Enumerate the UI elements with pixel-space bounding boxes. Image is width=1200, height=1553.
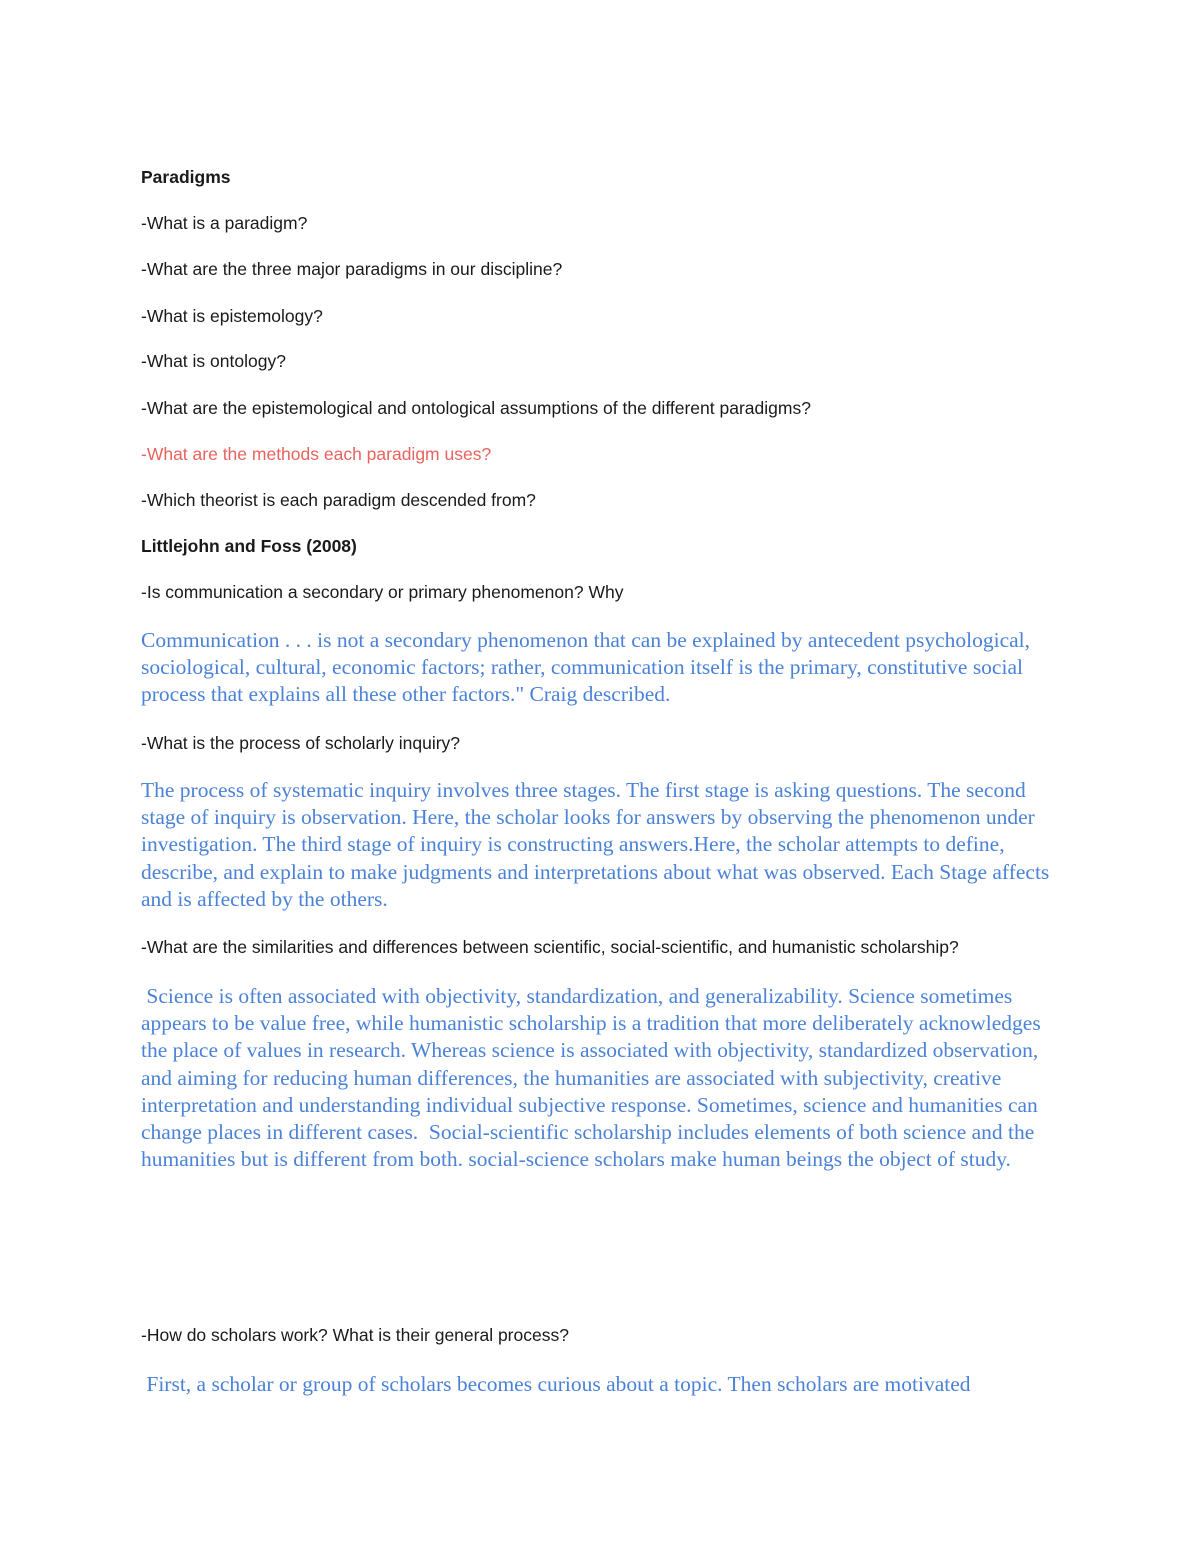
answer-scholarly-inquiry: The process of systematic inquiry involves three stages. The first stage is asking questions. The second stage of inquiry is observation. Here, the scholar looks for answers by observing the phenomenon under investigation. The third stage of inquiry is constructing answers.Here, the scholar attempts to define, describe, and explain to make judgments and interpretations about what was observed. Each Stage affects and is affected by the others. [141,778,1050,911]
answer-similarities-differences: Science is often associated with objectivity, standardization, and generalizability. Science sometimes appears to be value free, while humanistic scholarship is a tradition that more deliberately acknowledges the place of values in research. Whereas science is associated with objectivity, standardized observation, and aiming for reducing human differences, the humanities are associated with subjectivity, creative interpretation and understanding individual subjective response. Sometimes, science and humanities can change places in different cases. Social-scientific scholarship includes elements of both science and the humanities but is different from both. social-science scholars make human beings the object of study. [141,984,1047,1172]
question-similarities-differences: -What are the similarities and differences between scientific, social-scientific, and humanistic scholarship? [141,937,959,957]
heading-littlejohn-foss: Littlejohn and Foss (2008) [141,536,357,556]
question-theorist: -Which theorist is each paradigm descended from? [141,490,536,510]
question-scholarly-inquiry: -What is the process of scholarly inquiry? [141,733,461,753]
answer-how-scholars-work: First, a scholar or group of scholars becomes curious about a topic. Then scholars are motivated [141,1372,971,1396]
answer-communication: Communication . . . is not a secondary phenomenon that can be explained by antecedent psychological, sociological, cultural, economic factors; rather, communication itself is the primary, constitutive social process that explains all these other factors." Craig described. [141,628,1031,707]
question-three-major-paradigms: -What are the three major paradigms in our discipline? [141,259,563,279]
question-assumptions: -What are the epistemological and ontological assumptions of the different paradigms? [141,398,811,418]
question-what-is-paradigm: -What is a paradigm? [141,213,308,233]
question-epistemology: -What is epistemology? [141,306,323,326]
heading-paradigms: Paradigms [141,167,231,187]
question-how-scholars-work: -How do scholars work? What is their general process? [141,1325,569,1345]
question-ontology: -What is ontology? [141,351,286,371]
question-methods-highlighted: -What are the methods each paradigm uses? [141,444,492,464]
question-communication-phenomenon: -Is communication a secondary or primary phenomenon? Why [141,582,624,602]
